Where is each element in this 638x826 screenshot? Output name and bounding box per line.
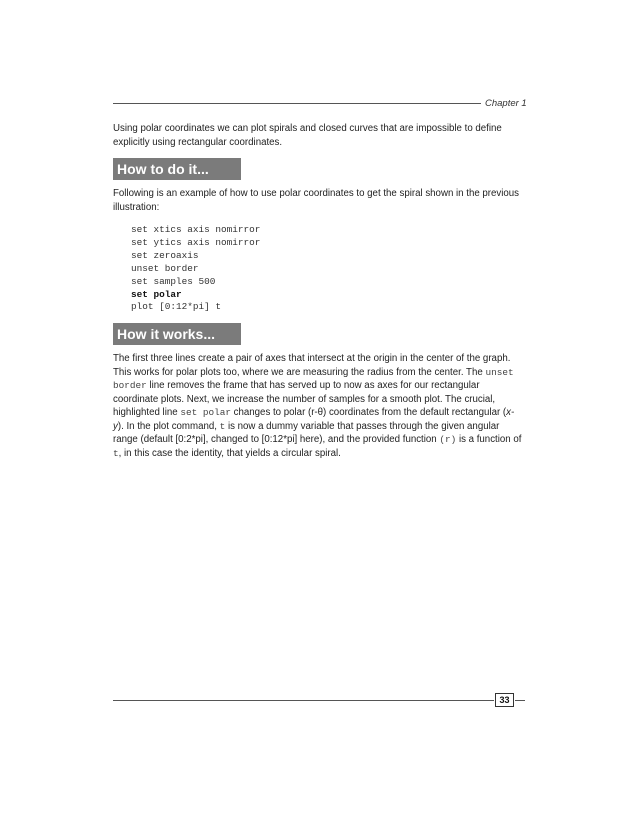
footer-rule [113, 700, 494, 701]
how-it-works-heading: How it works... [113, 323, 241, 345]
text-run: ). In the plot command, [117, 420, 220, 432]
text-run: is now a dummy variable that passes through the given angular range (default [0:2*pi], changed to [0:12*pi] here), and the provided function [113, 420, 500, 445]
code-block [131, 224, 260, 314]
intro-paragraph: Using polar coordinates we can plot spirals and closed curves that are impossible to define explicitly using rectangular coordinates. [113, 123, 502, 148]
chapter-label: Chapter 1 [485, 98, 527, 109]
how-to-paragraph: Following is an example of how to use polar coordinates to get the spiral shown in the previous illustration: [113, 188, 520, 213]
text-run: , in this case the identity, that yields a circular spiral. [118, 447, 341, 459]
inline-code: set polar [180, 407, 231, 418]
inline-code: t [113, 447, 119, 459]
how-to-do-it-heading: How to do it... [113, 158, 241, 180]
footer-rule [515, 700, 525, 701]
text-run: The first three lines create a pair of axes that intersect at the origin in the center of the graph. This works for polar plots too, where we are measuring the radius from the center. The [113, 353, 511, 378]
code-line: plot [0:12*pi] t [131, 301, 222, 313]
code-line: unset border [131, 262, 199, 274]
code-line: set samples 500 [131, 275, 216, 287]
inline-code: unset border [113, 366, 514, 391]
text-run: changes to polar (r-θ) coordinates from the default rectangular ( [230, 407, 507, 418]
inline-code: t [219, 420, 226, 432]
how-it-works-paragraph [113, 352, 523, 460]
code-line: set ytics axis nomirror [131, 236, 261, 248]
inline-code: (r) [439, 434, 457, 445]
code-line: set xtics axis nomirror [131, 224, 261, 235]
code-line: set zeroaxis [131, 249, 199, 261]
text-run: is a function of [456, 434, 522, 445]
header-rule [113, 103, 481, 104]
italic-text: x-y [113, 407, 515, 432]
text-run: line removes the frame that has served up to now as axes for our rectangular coordinate plots. Next, we increase the number of samples for a smooth plot. The crucial, highlighted line [113, 380, 496, 418]
page-number: 33 [495, 693, 514, 707]
code-line-highlighted: set polar [131, 288, 182, 300]
